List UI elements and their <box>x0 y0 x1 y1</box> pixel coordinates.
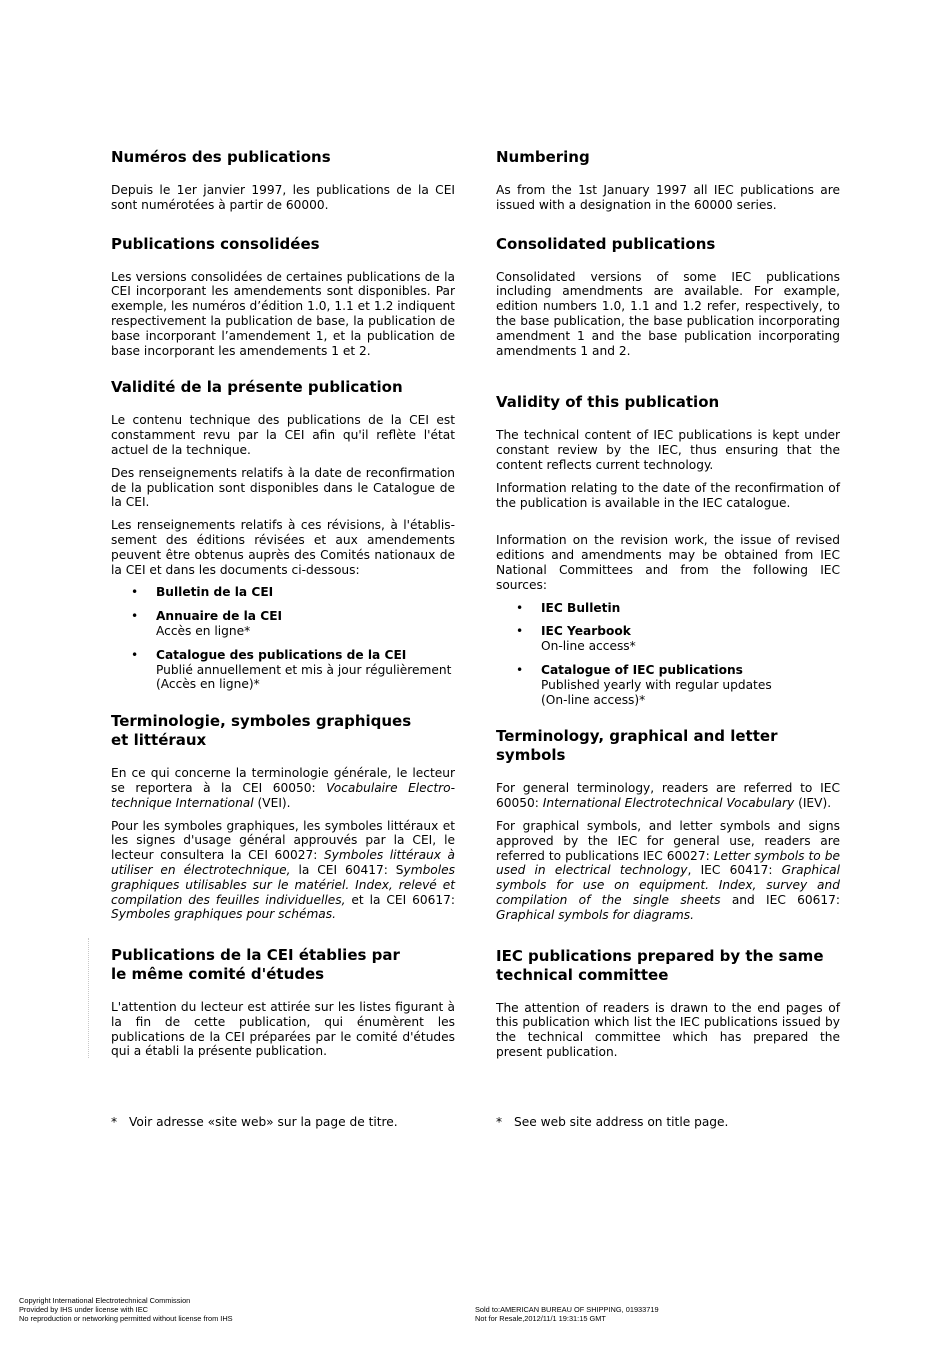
bullet-icon: • <box>131 609 139 624</box>
validity-p1-fr: Le contenu technique des publications de la CEI est constamment revu par la CEI afin qu'il reflète l'état actuel de la technique. <box>111 413 455 457</box>
terminology-p1-fr: En ce qui concerne la terminologie générale, le lecteur se reportera à la CEI 60050: Vocabulaire Electro-technique International (VEI). <box>111 766 456 810</box>
list-item <box>496 663 840 707</box>
validity-p2-fr: Des renseignements relatifs à la date de reconfirmation de la publication sont disponibles dans le Catalogue de la CEI. <box>111 465 455 510</box>
sources-list-fr <box>111 585 455 692</box>
validity-p3-en: Information on the revision work, the issue of revised editions and amendments may be obtained from IEC National Committees and from the following IEC sources: <box>496 533 840 592</box>
committee-text-en: The attention of readers is drawn to the end pages of this publication which list the IEC publications issued by the technical committee which has prepared the present publication. <box>496 1000 840 1059</box>
heading-terminology-en: Terminology, graphical and letter symbols <box>496 727 778 765</box>
section-numbering-fr <box>111 148 455 213</box>
heading-numbering-fr: Numéros des publications <box>111 148 331 166</box>
section-validity-fr <box>111 378 455 692</box>
asterisk: * <box>111 1115 118 1129</box>
asterisk: * <box>496 1115 503 1129</box>
terminology-p2-fr: Pour les symboles graphiques, les symboles littéraux et les signes d'usage général approuvés par la CEI, le lecteur consultera la CEI 60027: Symboles littéraux à utiliser en électrotechnique, la CEI 60417: Symboles graphiques utilisables sur le matériel. Index, relevé et compilation des feuilles individuelles, et la CEI 60617: Symboles graphiques pour schémas. <box>111 818 455 922</box>
source-title: IEC Yearbook <box>541 624 631 639</box>
list-item <box>496 624 840 654</box>
committee-text-fr: L'attention du lecteur est attirée sur les listes figurant à la fin de cette publication, qui énumèrent les publications de la CEI préparées par le comité d'études qui a établi la présente publication. <box>111 1000 455 1059</box>
section-committee-en <box>496 947 840 1060</box>
numbering-text-en: As from the 1st January 1997 all IEC publications are issued with a designation in the 60000 series. <box>496 183 840 212</box>
license-notice <box>475 1305 659 1323</box>
copyright-line: No reproduction or networking permitted without license from IHS <box>19 1314 233 1323</box>
english-column <box>496 148 840 1072</box>
terminology-p1-en: For general terminology, readers are referred to IEC 60050: International Electrotechnical Vocabulary (IEV). <box>496 781 840 811</box>
terminology-p2-en: For graphical symbols, and letter symbols and signs approved by the IEC for general use, readers are referred to publications IEC 60027: Letter symbols to be used in electrical technology, IEC 60417: Graphical symbols for use on equipment. Index, survey and compilation of the single sheets and IEC 60617: Graphical symbols for diagrams. <box>496 818 840 922</box>
copyright-notice <box>19 1296 233 1323</box>
bullet-icon: • <box>131 585 139 600</box>
bullet-icon: • <box>131 647 139 662</box>
list-item <box>111 585 455 600</box>
section-terminology-fr <box>111 712 455 922</box>
bullet-icon: • <box>516 600 524 615</box>
source-title: IEC Bulletin <box>541 600 621 615</box>
heading-terminology-fr: Terminologie, symboles graphiques et littéraux <box>111 712 412 750</box>
source-title: Annuaire de la CEI <box>156 609 283 624</box>
section-consolidated-fr <box>111 235 455 359</box>
source-title: Catalogue des publications de la CEI <box>156 647 407 662</box>
heading-consolidated-fr: Publications consolidées <box>111 234 320 253</box>
source-note: (On-line access)* <box>541 692 646 707</box>
margin-mark <box>88 938 93 1058</box>
source-note: On-line access* <box>541 639 636 654</box>
validity-p1-en: The technical content of IEC publications is kept under constant review by the IEC, thus ensuring that the content reflects current technology. <box>496 428 840 472</box>
source-title: Catalogue of IEC publications <box>541 662 743 677</box>
footnote-en: * See web site address on title page. <box>496 1115 729 1129</box>
sources-list-en <box>496 601 840 708</box>
bullet-icon: • <box>516 662 524 677</box>
source-note: (Accès en ligne)* <box>156 677 260 692</box>
consolidated-text-en: Consolidated versions of some IEC publications including amendments are available. For example, edition numbers 1.0, 1.1 and 1.2 refer, respectively, to the base publication, the base publication incorporating amendment 1 and the base publication incorporating amendments 1 and 2. <box>496 269 840 358</box>
list-item <box>111 648 455 692</box>
section-terminology-en <box>496 727 840 922</box>
section-validity-en <box>496 393 840 707</box>
consolidated-text-fr: Les versions consolidées de certaines publications de la CEI incorporant les amendements sont disponibles. Par exemple, les numéros d’édition 1.0, 1.1 et 1.2 indiquent respectivement la publication de base, la publication de base incorporant l’amendement 1, et la publication de base incorporant les amendements 1 et 2. <box>111 269 455 358</box>
heading-numbering-en: Numbering <box>496 148 590 166</box>
source-note: Publié annuellement et mis à jour régulièrement <box>156 662 452 677</box>
section-numbering-en <box>496 148 840 213</box>
section-committee-fr <box>111 946 455 1059</box>
section-consolidated-en <box>496 235 840 359</box>
numbering-text-fr: Depuis le 1er janvier 1997, les publications de la CEI sont numérotées à partir de 60000. <box>111 183 455 212</box>
list-item <box>496 601 840 616</box>
bullet-icon: • <box>516 624 524 639</box>
copyright-line: Copyright International Electrotechnical Commission <box>19 1296 191 1305</box>
heading-committee-fr: Publications de la CEI établies par le même comité d'études <box>111 946 400 984</box>
copyright-line: Provided by IHS under license with IEC <box>19 1305 148 1314</box>
heading-validity-fr: Validité de la présente publication <box>111 378 403 397</box>
heading-consolidated-en: Consolidated publications <box>496 234 716 253</box>
heading-validity-en: Validity of this publication <box>496 393 720 412</box>
resale-line: Not for Resale,2012/11/1 19:31:15 GMT <box>475 1314 606 1323</box>
source-title: Bulletin de la CEI <box>156 585 274 600</box>
french-column <box>111 148 455 1071</box>
sold-to-line: Sold to:AMERICAN BUREAU OF SHIPPING, 01933719 <box>475 1305 659 1314</box>
list-item <box>111 609 455 639</box>
validity-p3-fr: Les renseignements relatifs à ces révisions, à l'établis-sement des éditions révisées et aux amendements peuvent être obtenus auprès des Comités nationaux de la CEI et dans les documents ci-dessous: <box>111 518 455 577</box>
footnote-fr: * Voir adresse «site web» sur la page de titre. <box>111 1115 398 1129</box>
validity-p2-en: Information relating to the date of the reconfirmation of the publication is available in the IEC catalogue. <box>496 480 840 510</box>
heading-committee-en: IEC publications prepared by the same technical committee <box>496 946 824 984</box>
source-note: Accès en ligne* <box>156 623 251 638</box>
source-note: Published yearly with regular updates <box>541 677 772 692</box>
